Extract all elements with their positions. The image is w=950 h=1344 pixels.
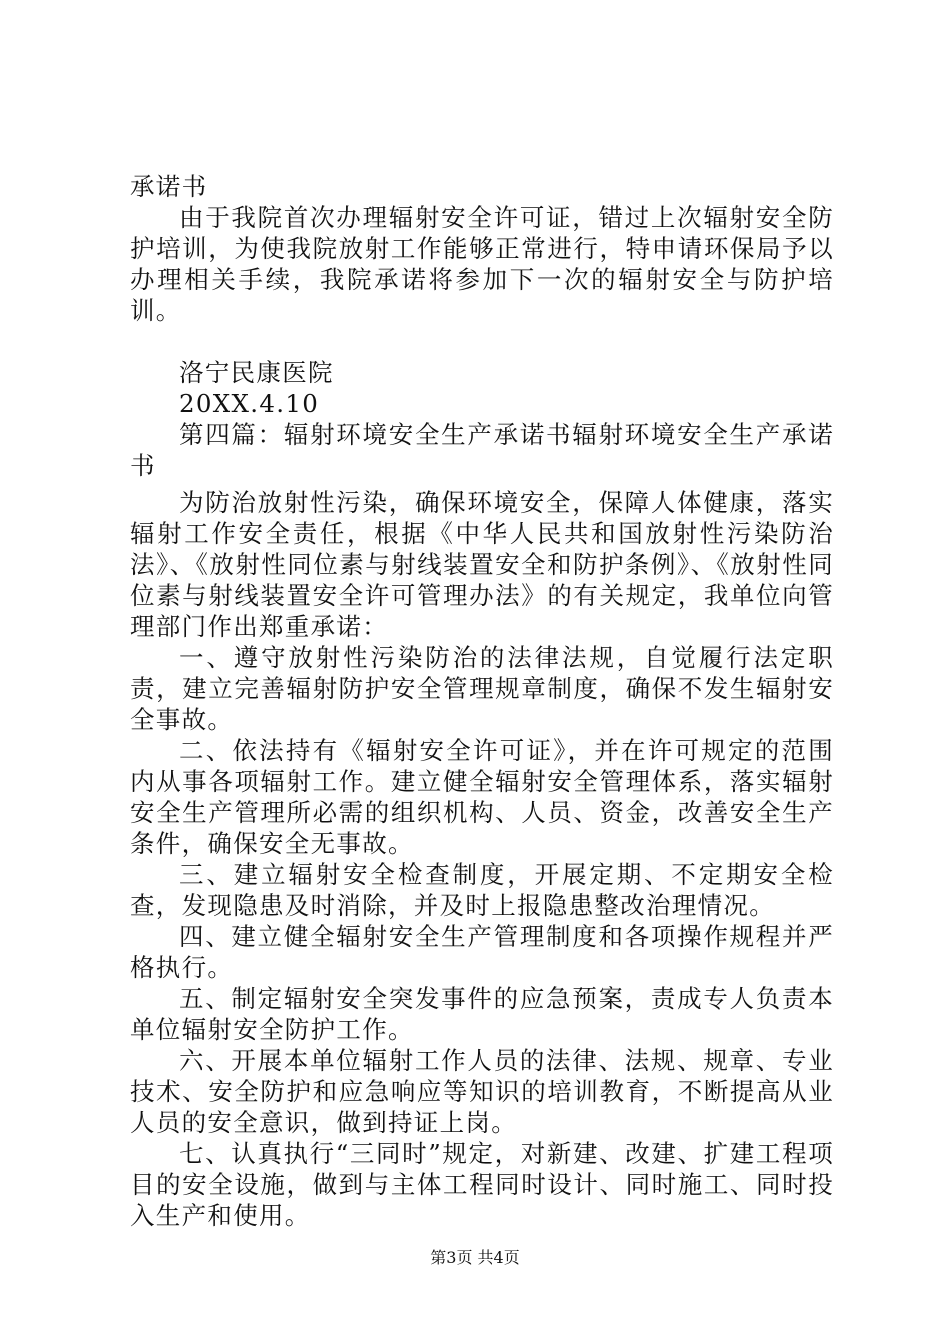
commitment-paragraph: 由于我院首次办理辐射安全许可证，错过上次辐射安全防护培训，为使我院放射工作能够正常进行，特申请环保局予以办理相关手续，我院承诺将参加下一次的辐射安全与防护培训。 bbox=[130, 203, 834, 325]
heading-tail: 承诺书 bbox=[130, 172, 208, 201]
commitment-item-7: 七、认真执行“三同时”规定，对新建、改建、扩建工程项目的安全设施，做到与主体工程同时设计、同时施工、同时投入生产和使用。 bbox=[130, 1139, 834, 1230]
commitment-item-4: 四、建立健全辐射安全生产管理制度和各项操作规程并严格执行。 bbox=[130, 922, 834, 982]
chapter-title: 第四篇：辐射环境安全生产承诺书辐射环境安全生产承诺书 bbox=[130, 420, 834, 480]
signature-organization: 洛宁民康医院 bbox=[179, 358, 334, 387]
commitment-item-2: 二、依法持有《辐射安全许可证》，并在许可规定的范围内从事各项辐射工作。建立健全辐射安全管理体系，落实辐射安全生产管理所必需的组织机构、人员、资金，改善安全生产条件，确保安全无事故。 bbox=[130, 736, 834, 858]
intro-paragraph: 为防治放射性污染，确保环境安全，保障人体健康，落实辐射工作安全责任，根据《中华人民共和国放射性污染防治法》、《放射性同位素与射线装置安全和防护条例》、《放射性同位素与射线装置安全许可管理办法》的有关规定，我单位向管理部门作出郑重承诺： bbox=[130, 488, 834, 641]
commitment-item-1: 一、遵守放射性污染防治的法律法规，自觉履行法定职责，建立完善辐射防护安全管理规章制度，确保不发生辐射安全事故。 bbox=[130, 643, 834, 734]
commitment-item-6: 六、开展本单位辐射工作人员的法律、法规、规章、专业技术、安全防护和应急响应等知识的培训教育，不断提高从业人员的安全意识，做到持证上岗。 bbox=[130, 1046, 834, 1137]
signature-date: 20XX.4.10 bbox=[179, 389, 320, 418]
commitment-item-3: 三、建立辐射安全检查制度，开展定期、不定期安全检查，发现隐患及时消除，并及时上报隐患整改治理情况。 bbox=[130, 860, 834, 920]
document-body bbox=[130, 171, 834, 1231]
commitment-item-5: 五、制定辐射安全突发事件的应急预案，责成专人负责本单位辐射安全防护工作。 bbox=[130, 984, 834, 1044]
page-footer: 第3页 共4页 bbox=[430, 1248, 520, 1267]
